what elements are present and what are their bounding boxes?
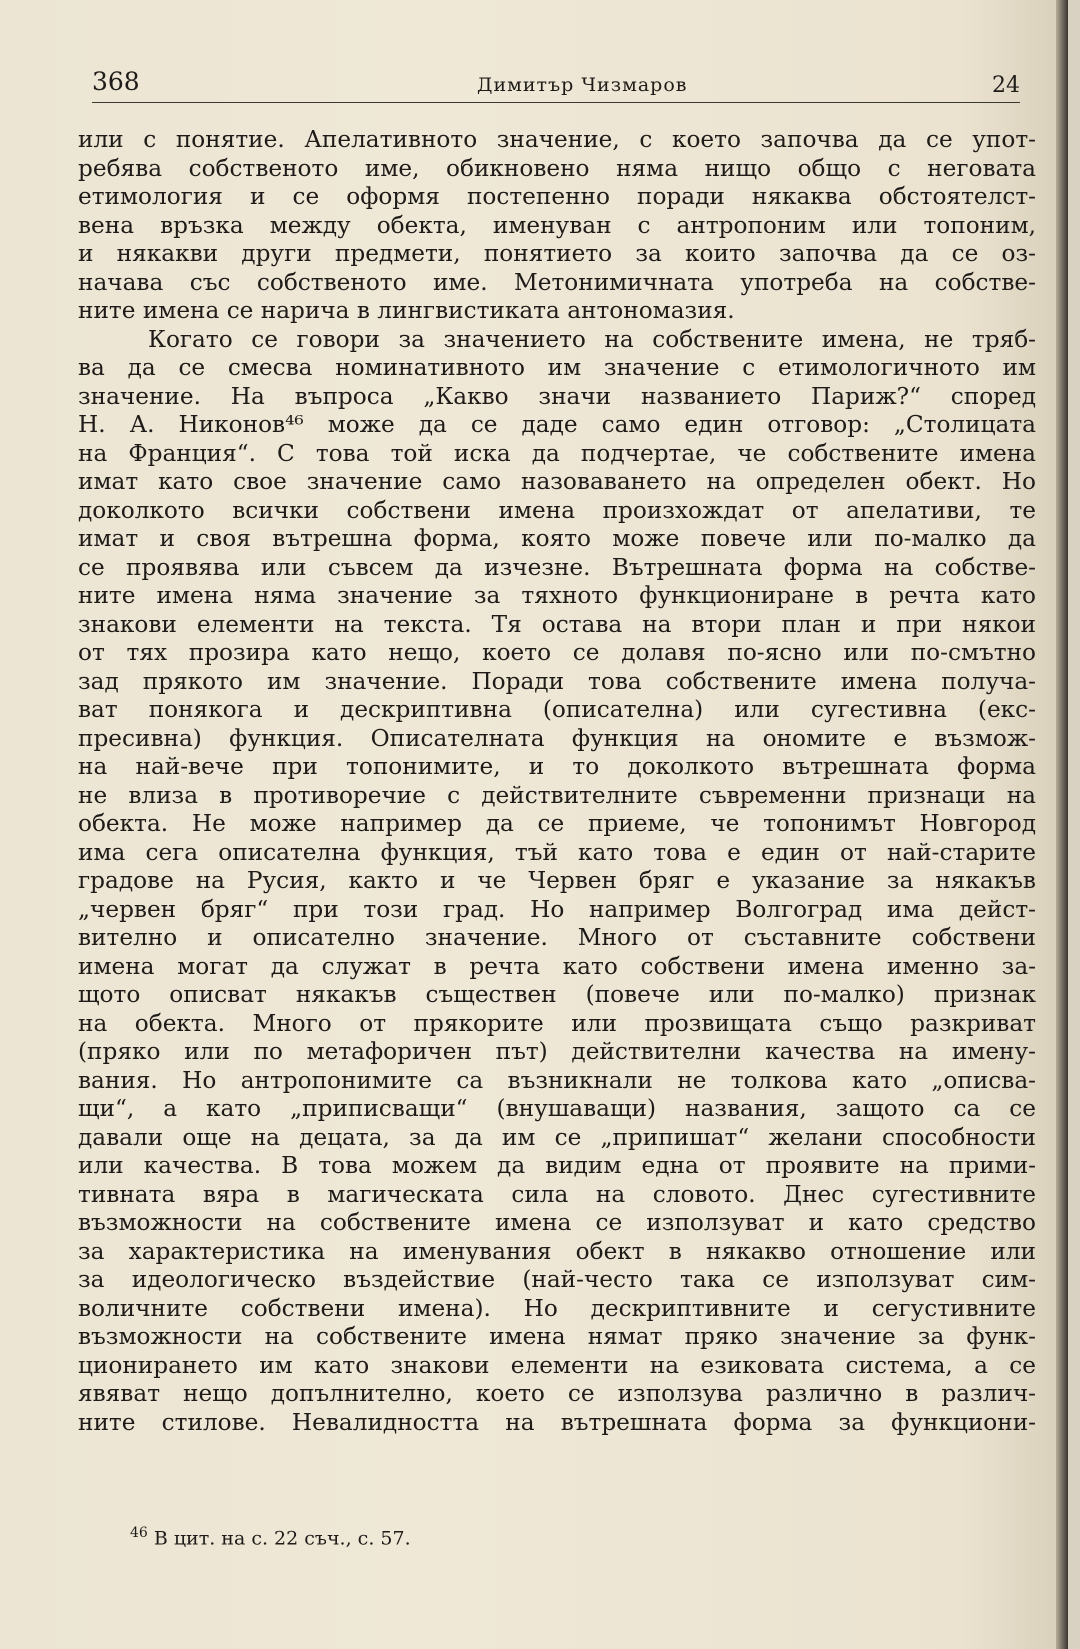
book-spine-edge bbox=[1056, 0, 1068, 1649]
text-line: ва да се смесва номинативното им значение с етимологичното им bbox=[78, 354, 1036, 381]
text-line: пресивна) функция. Описателната функция на ономите е възмож- bbox=[78, 724, 1036, 752]
body-text bbox=[78, 126, 1036, 1437]
running-head: Димитър Чизмаров bbox=[477, 74, 688, 96]
text-line: Н. А. Никонов⁴⁶ може да се даде само един отговор: „Столицата bbox=[78, 411, 1036, 438]
text-line: за идеологическо въздействие (най-често така се използуват сим- bbox=[78, 1266, 1036, 1293]
text-line: ребява собственото име, обикновено няма нищо общо с неговата bbox=[78, 154, 1036, 182]
text-line: ционирането им като знакови елементи на езиковата система, а се bbox=[78, 1351, 1036, 1379]
text-line: щи“, а като „приписващи“ (внушаващи) названия, защото са се bbox=[78, 1095, 1036, 1122]
page-number: 368 bbox=[92, 67, 140, 96]
text-line: имат като свое значение само назоваването на определен обект. Но bbox=[78, 468, 1036, 495]
text-line: вена връзка между обекта, именуван с антропоним или топоним, bbox=[78, 211, 1036, 239]
text-line: от тях прозира като нещо, което се долавя по-ясно или по-смътно bbox=[78, 639, 1036, 666]
text-line: (пряко или по метафоричен път) действителни качества на имену- bbox=[78, 1038, 1036, 1065]
text-line: имат и своя вътрешна форма, която може повече или по-малко да bbox=[78, 525, 1036, 552]
text-line: имена могат да служат в речта като собствени имена именно за- bbox=[78, 952, 1036, 980]
text-line: има сега описателна функция, тъй като това е един от най-старите bbox=[78, 838, 1036, 866]
text-line: етимология и се оформя постепенно поради някаква обстоятелст- bbox=[78, 183, 1036, 210]
text-line: на Франция“. С това той иска да подчертае, че собствените имена bbox=[78, 439, 1036, 467]
text-line: и някакви други предмети, понятието за които започва да се оз- bbox=[78, 240, 1036, 267]
text-line: явяват нещо допълнително, което се използува различно в различ- bbox=[78, 1380, 1036, 1407]
text-line: ните стилове. Невалидността на вътрешната форма за функциони- bbox=[78, 1408, 1036, 1436]
text-line: начава със собственото име. Метонимичната употреба на собстве- bbox=[78, 268, 1036, 296]
text-line: градове на Русия, както и че Червен бряг е указание за някакъв bbox=[78, 867, 1036, 894]
text-line: на най-вече при топонимите, и то доколкото вътрешната форма bbox=[78, 753, 1036, 780]
text-line: ните имена няма значение за тяхното функциониране в речта като bbox=[78, 582, 1036, 609]
footnote-number: 46 bbox=[130, 1525, 148, 1541]
text-line: на обекта. Много от прякорите или прозвищата също разкриват bbox=[78, 1009, 1036, 1037]
text-line: се проявява или съвсем да изчезне. Вътрешната форма на собстве- bbox=[78, 553, 1036, 581]
text-line: за характеристика на именувания обект в някакво отношение или bbox=[78, 1237, 1036, 1265]
text-line: щото описват някакъв съществен (повече или по-малко) признак bbox=[78, 981, 1036, 1008]
footnote-text: В цит. на с. 22 съч., с. 57. bbox=[153, 1527, 411, 1550]
text-line: знакови елементи на текста. Тя остава на втори план и при някои bbox=[78, 610, 1036, 638]
text-line: или с понятие. Апелативното значение, с което започва да се упот- bbox=[78, 126, 1036, 153]
text-line: давали още на децата, за да им се „припишат“ желани способности bbox=[78, 1123, 1036, 1151]
text-line: значение. На въпроса „Какво значи названието Париж?“ според bbox=[78, 382, 1036, 410]
text-line: зад прякото им значение. Поради това собствените имена получа- bbox=[78, 667, 1036, 695]
signature-mark: 24 bbox=[992, 73, 1020, 98]
text-line: воличните собствени имена). Но дескриптивните и сегустивните bbox=[78, 1294, 1036, 1322]
text-line: не влиза в противоречие с действителните съвременни признаци на bbox=[78, 781, 1036, 809]
text-line: тивната вяра в магическата сила на словото. Днес сугестивните bbox=[78, 1180, 1036, 1208]
text-line: доколкото всички собствени имена произхождат от апелативи, те bbox=[78, 496, 1036, 524]
text-line: възможности на собствените имена нямат пряко значение за функ- bbox=[78, 1323, 1036, 1350]
page-header bbox=[92, 58, 1020, 103]
text-line: обекта. Не може например да се приеме, че топонимът Новгород bbox=[78, 810, 1036, 837]
text-line: Когато се говори за значението на собствените имена, не тряб- bbox=[148, 325, 1036, 353]
text-line: или качества. В това можем да видим една от проявите на прими- bbox=[78, 1152, 1036, 1179]
text-line: ват понякога и дескриптивна (описателна) или сугестивна (екс- bbox=[78, 696, 1036, 723]
footnote bbox=[130, 1525, 411, 1549]
text-line: възможности на собствените имена се използуват и като средство bbox=[78, 1209, 1036, 1236]
text-line: „червен бряг“ при този град. Но например Волгоград има дейст- bbox=[78, 895, 1036, 923]
text-line: вания. Но антропонимите са възникнали не толкова като „описва- bbox=[78, 1066, 1036, 1094]
text-line: ните имена се нарича в лингвистиката антономазия. bbox=[78, 297, 735, 324]
text-line: вително и описателно значение. Много от съставните собствени bbox=[78, 924, 1036, 951]
